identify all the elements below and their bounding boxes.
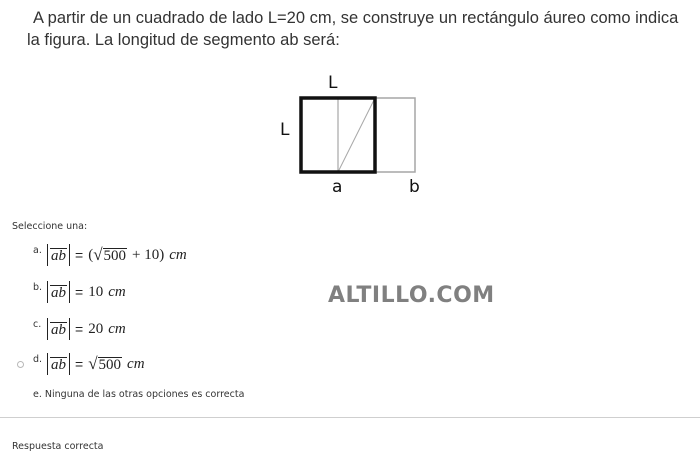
- unit: cm: [108, 283, 126, 300]
- option-e-text: e. Ninguna de las otras opciones es correcta: [33, 388, 245, 400]
- option-letter: c.: [33, 318, 42, 330]
- segment-ab: ab: [51, 322, 66, 338]
- golden-rectangle-figure: [270, 66, 430, 206]
- square-root: [93, 246, 127, 264]
- golden-rectangle-outline: [301, 98, 415, 172]
- golden-rectangle-diagram: [270, 66, 430, 201]
- option-c-formula: [47, 318, 126, 340]
- equals-sign: =: [75, 247, 84, 263]
- absolute-value-bars: [47, 281, 70, 303]
- absolute-value-bars: [47, 244, 70, 266]
- label-top-L: L: [328, 73, 338, 93]
- diagonal-segment: [338, 98, 375, 172]
- select-one-prompt: Seleccione una:: [12, 221, 88, 232]
- option-c[interactable]: [17, 316, 317, 342]
- option-letter: b.: [33, 281, 43, 293]
- option-d-formula: [47, 353, 145, 375]
- value: 20: [88, 320, 104, 337]
- label-left-L: L: [280, 120, 290, 140]
- radicand: 500: [98, 357, 122, 373]
- radio-button-d[interactable]: [17, 361, 24, 368]
- segment-ab: ab: [51, 285, 66, 301]
- option-b-formula: [47, 281, 126, 303]
- segment-ab: ab: [51, 248, 66, 264]
- value: 10: [88, 283, 104, 300]
- absolute-value-bars: [47, 318, 70, 340]
- feedback-text: Respuesta correcta: [12, 441, 104, 452]
- question-text: A partir de un cuadrado de lado L=20 cm, se construye un rectángulo áureo como indica la figura. La longitud de segmento ab será:: [27, 9, 679, 49]
- equals-sign: =: [75, 356, 84, 372]
- label-point-b: b: [409, 177, 420, 197]
- segment-ab: ab: [51, 357, 66, 373]
- radical-icon: √: [88, 354, 98, 373]
- plus-ten: + 10): [132, 246, 165, 263]
- option-letter: d.: [33, 353, 43, 365]
- open-paren: (: [88, 246, 94, 263]
- option-b[interactable]: [17, 279, 317, 305]
- absolute-value-bars: [47, 353, 70, 375]
- option-a-formula: [47, 244, 187, 266]
- option-d[interactable]: [17, 351, 317, 377]
- equals-sign: =: [75, 284, 84, 300]
- unit: cm: [127, 355, 145, 372]
- equals-sign: =: [75, 321, 84, 337]
- label-point-a: a: [332, 177, 343, 197]
- divider: [0, 417, 700, 418]
- watermark: ALTILLO.COM: [328, 283, 495, 308]
- radical-icon: √: [93, 245, 103, 264]
- radicand: 500: [103, 248, 127, 264]
- unit: cm: [169, 246, 187, 263]
- option-letter: a.: [33, 244, 42, 256]
- square-root: [88, 355, 122, 373]
- option-a[interactable]: [17, 242, 317, 268]
- option-e[interactable]: [17, 381, 317, 407]
- unit: cm: [108, 320, 126, 337]
